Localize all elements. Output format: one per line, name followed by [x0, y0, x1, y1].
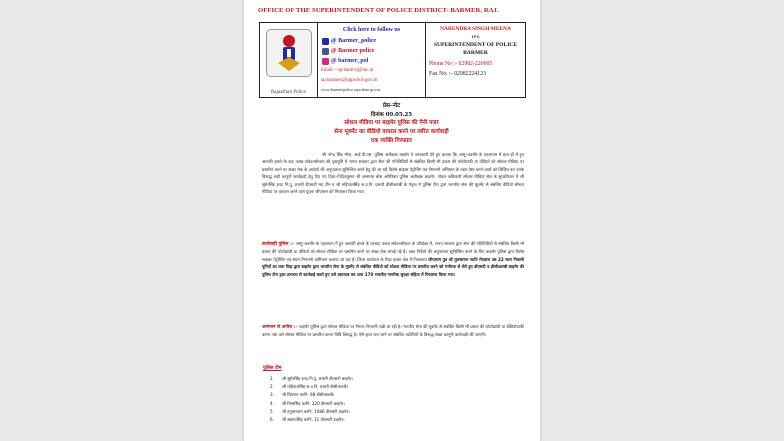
- fax-number: Fax No. :- 02982224123: [429, 71, 487, 77]
- action-text: जम्मू–कश्मीर के पहलगाम में हुए आतंकी हमले के पश्चात उत्पन्न संवेदनशीलता के परिप्रेक्ष्य में, भारत सरकार द्वारा सेना की गतिविधियों से संबंधित किसी भी प्रकार की फोटोग्राफी या वीडियो को सोशल मीडिया पर प्रसारित करने पर सख्त रोक लगाई गई है। उक्त निर्देशों की अनुपालना सुनिश्चित करने के लिए बाड़मेर पुलिस द्वारा विशेष साइबर पेट्रोलिंग एवं सघन निगरानी अभियान चलाया जा रहा है। जिला बालोतरा के गिड़ा हल्का क्षेत्र में निवासरत: [262, 241, 525, 262]
- headline-3: एक व्यक्ति गिरफ्तार: [371, 138, 412, 144]
- instagram-icon: [322, 58, 329, 65]
- team-member: 3. श्री शिवराम कानि. 98 डीसीआरबी।: [270, 392, 335, 398]
- sp-ips: IPS: [471, 34, 480, 39]
- action-bold-text: जीयाराम पुत्र श्री तुलसाराम जाति मेघवाल उम्र 22 साल निवासी पूनियों का तला गिड़ा द्वारा बाड़मेर द्वारा भारतीय सेना के मूवमेंट से संबंधित वीडियो को सोशल मीडिया पर प्रसारित करने को गंभीरता से लेते हुए डीएसटी व डीसीआरबी बाड़मेर की पुलिस टीम द्वारा तत्परता से कार्यवाई करते हुए उसे दस्तयाब कर धारा 170 भारतीय नागरिक सुरक्षा संहिता में गिरफ्तार किया गया।: [262, 256, 524, 277]
- team-member: 2. श्री महिपालसिंह स.उ.नि. प्रभारी डीसीआरबी।: [270, 384, 349, 390]
- twitter-link[interactable]: [322, 37, 376, 45]
- press-note-label: प्रेस–नोट: [382, 103, 401, 109]
- press-note-date: दिनांक 09.05.25: [371, 112, 412, 118]
- sp-title: [426, 41, 525, 57]
- rajasthan-police-logo: [266, 29, 312, 77]
- facebook-handle: @ Barmer police: [331, 48, 375, 54]
- sp-title-line-1: SUPERINTENDENT OF POLICE: [433, 42, 518, 48]
- logo-cell: [260, 23, 318, 97]
- team-member: 6. श्री स्वरूपसिंह कानि. 11 डीएसटी बाड़मेर।: [270, 417, 345, 423]
- sp-title-line-2: BARMER: [463, 50, 488, 56]
- sp-name: NARENDRA SINGH MEENA: [440, 26, 511, 32]
- email-alt-line[interactable]: sp.barmer@rajpolice.gov.in: [321, 77, 378, 83]
- sp-cell: [426, 23, 525, 97]
- headline-1: सोशल मीडिया पर बाड़मेर पुलिस की पैनी नजर: [344, 120, 439, 126]
- appeal-text: बाड़मेर पुलिस द्वारा सोशल मीडिया पर निरंतर निगरानी रखी जा रही है। भारतीय सेना की मूवमेंट से संबंधित किसी भी प्रकार की फोटोग्राफी या वीडियोग्राफी करना तथा उसे सोशल मीडिया पर प्रसारित करना विधि विरूद्ध है। ऐसे कृत्य पाए जाने पर संबंधित व्यक्तियों के विरूद्ध सख्त कानूनी कार्यवाही की जाएगी।: [262, 324, 524, 338]
- phone-number: Phone No :- 02982-220005: [429, 61, 493, 67]
- team-title: पुलिस टीम: [263, 366, 282, 371]
- headline-2: सेना मूवमेंट का वीडियो वायरल करने पर त्वरित कार्यवाही: [334, 129, 449, 135]
- office-title: OFFICE OF THE SUPERINTENDENT OF POLICE DISTRICT- BARMER, RAJ.: [258, 7, 499, 14]
- action-lead: कार्यवाही पुलिस :–: [262, 242, 295, 247]
- follow-us-link[interactable]: Click here to follow us: [342, 27, 401, 33]
- email-line[interactable]: Email: - sp-barm-rj@nic.in: [321, 68, 374, 73]
- appeal-lead: आमजन से अपील :–: [262, 325, 298, 330]
- twitter-handle: @ Barmer_police: [331, 38, 377, 44]
- website-link[interactable]: www.barmerpolice.rajasthan.gov.in: [321, 87, 381, 92]
- team-member: 5. श्री हनुमानराम कानि. 1486 डीएसटी बाड़मेर।: [270, 408, 350, 414]
- logo-caption: Rajasthan Police: [270, 89, 307, 94]
- social-cell: [318, 23, 426, 97]
- facebook-link[interactable]: [322, 47, 374, 55]
- instagram-link[interactable]: [322, 57, 368, 65]
- paragraph-intro: श्री नरेन्द्र सिंह मीना, आई.पी.एस. पुलिस अधीक्षक बाड़मेर ने जानकारी देते हुए बताया कि जम्मू–कश्मीर के पहलगाम में हाल ही में हुए आतंकी हमले के बाद उत्पन्न संवेदनशीलता की पृष्ठभूमि में भारत सरकार द्वारा सेना की गतिविधियों से संबंधित किसी भी प्रकार की फोटोग्राफी या वीडियो को सोशल मीडिया पर प्रसारित करने पर सख्त रोक के आदेशों की अनुपालना सुनिश्चित करने हेतु की जा रही विशेष साइबर पेट्रोलिंग एवं निगरानी अभियान के तहत ऐसा करने वालों को चिन्हित कर उनके विरूद्ध कड़ी कानूनी कार्यवाही हेतु दिए गए दिशा–निर्देशानुसार श्री जसाराम बोस अतिरिक्त पुलिस अधीक्षक बाड़मेर, नोडल अधिकारी सोशल मीडिया सेल के सुपरविजन में श्री सुमेरसिंह इन्दा नि.पु. प्रभारी डीएसटी मय टीम व श्री महिपालसिंह स.उ.नि. प्रभारी डीसीआरबी के नेतृत्व में पुलिस टीम द्वारा भारतीय सेना की मूवमेंट से संबंधित वीडियो सोशल मीडिया पर वायरल करने वाले युवक जीयाराम को गिरफ्तार किया गया।: [262, 152, 524, 195]
- instagram-handle: @ barmer_pol: [331, 58, 369, 64]
- team-list: [270, 375, 353, 424]
- press-note-document: [244, 0, 540, 441]
- team-member: 1. श्री सुमेरसिंह इन्दा नि.पु. प्रभारी डीएसटी बाड़मेर।: [270, 376, 354, 381]
- police-emblem-icon: [270, 33, 308, 73]
- paragraph-appeal: [262, 323, 524, 339]
- team-member: 4. श्री मिम्बसिंह कानि. 220 डीएसटी बाड़मेर।: [270, 400, 345, 406]
- twitter-icon: [322, 38, 329, 45]
- facebook-icon: [322, 48, 329, 55]
- paragraph-action: [262, 240, 524, 278]
- letterhead-table: [259, 22, 526, 98]
